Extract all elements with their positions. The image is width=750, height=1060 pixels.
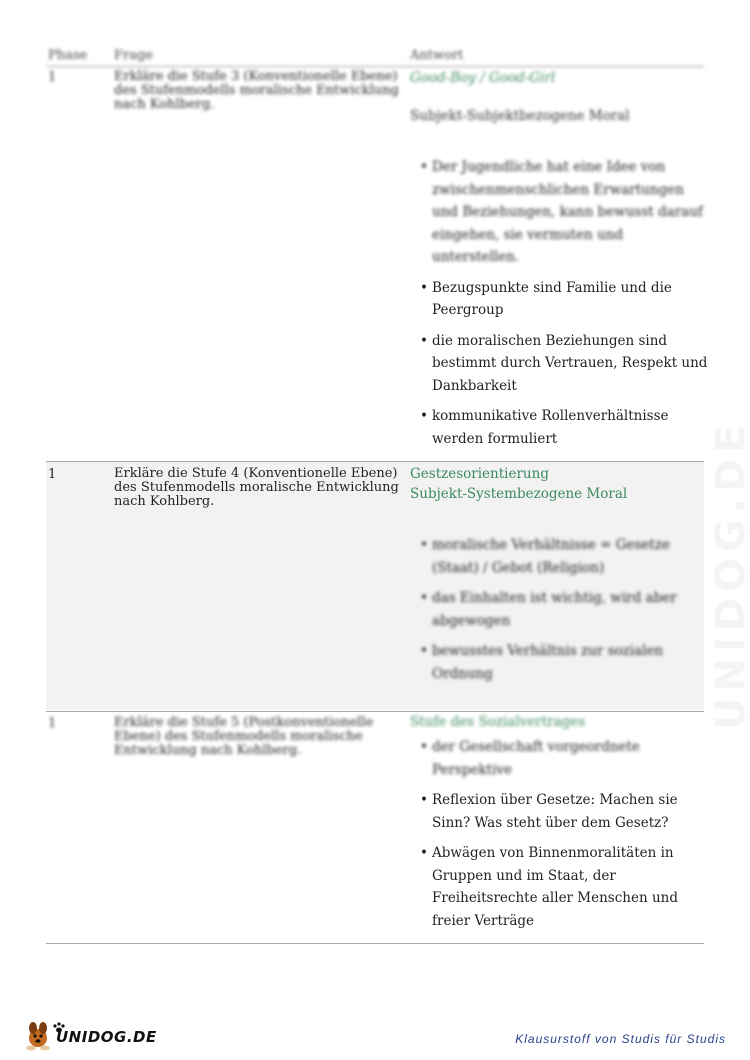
watermark: [708, 270, 744, 730]
list-item: • der Gesellschaft vorgeordnete Perspektive: [410, 736, 710, 781]
list-item: • kommunikative Rollenverhältnisse werden formuliert: [410, 405, 710, 450]
question-cell: Erkläre die Stufe 4 (Konventionelle Ebene) des Stufenmodells moralische Entwicklung nach Kohlberg.: [114, 466, 399, 509]
list-item: • das Einhalten ist wichtig, wird aber abgewogen: [410, 587, 710, 632]
footer-tagline: Klausurstoff von Studis für Studis: [515, 1032, 726, 1046]
header-antwort: Antwort: [410, 48, 464, 63]
answer-cell: [410, 70, 710, 458]
answer-cell: [410, 714, 710, 940]
logo-text: UNIDOG.DE: [56, 1028, 157, 1046]
answer-cell: [410, 466, 710, 693]
header-phase: Phase: [48, 48, 88, 63]
answer-bullets: [410, 534, 710, 685]
list-item: • die moralischen Beziehungen sind bestimmt durch Vertrauen, Respekt und Dankbarkeit: [410, 330, 710, 398]
table-row: [46, 712, 704, 942]
answer-subtitle: Subjekt-Systembezogene Moral: [410, 486, 628, 502]
list-item: • bewusstes Verhältnis zur sozialen Ordnung: [410, 640, 710, 685]
answer-subtitle: Subjekt-Subjektbezogene Moral: [410, 108, 630, 124]
question-cell: Erkläre die Stufe 5 (Postkonventionelle Ebene) des Stufenmodells moralische Entwicklung nach Kohlberg.: [114, 715, 374, 758]
list-item: • Bezugspunkte sind Familie und die Peergroup: [410, 277, 710, 322]
header-frage: Frage: [114, 48, 153, 63]
phase-cell: 1: [48, 467, 57, 482]
list-item: • Abwägen von Binnenmoralitäten in Gruppen und im Staat, der Freiheitsrechte aller Menschen und freier Verträge: [410, 842, 710, 932]
list-item: • Reflexion über Gesetze: Machen sie Sinn? Was steht über dem Gesetz?: [410, 789, 710, 834]
phase-cell: 1: [48, 70, 57, 85]
phase-cell: 1: [48, 716, 57, 731]
list-item: • Der Jugendliche hat eine Idee von zwischenmenschlichen Erwartungen und Beziehungen, kann bewusst darauf eingehen, sie vermuten und unterstellen.: [410, 156, 710, 269]
answer-title: Gestzesorientierung: [410, 466, 549, 482]
answer-bullets: [410, 156, 710, 450]
answer-title: Stufe des Sozialvertrages: [410, 714, 586, 730]
table-row: [46, 68, 708, 460]
answer-bullets: [410, 736, 710, 932]
list-item: • moralische Verhältnisse = Gesetze (Staat) / Gebot (Religion): [410, 534, 710, 579]
answer-title: Good-Boy / Good-Girl: [410, 70, 556, 86]
question-cell: Erkläre die Stufe 3 (Konventionelle Ebene) des Stufenmodells moralische Entwicklung nach Kohlberg.: [114, 69, 399, 112]
unidog-logo: [22, 1018, 157, 1052]
table-row: [46, 462, 704, 710]
row-divider: [46, 943, 704, 944]
table-header: [46, 44, 704, 67]
